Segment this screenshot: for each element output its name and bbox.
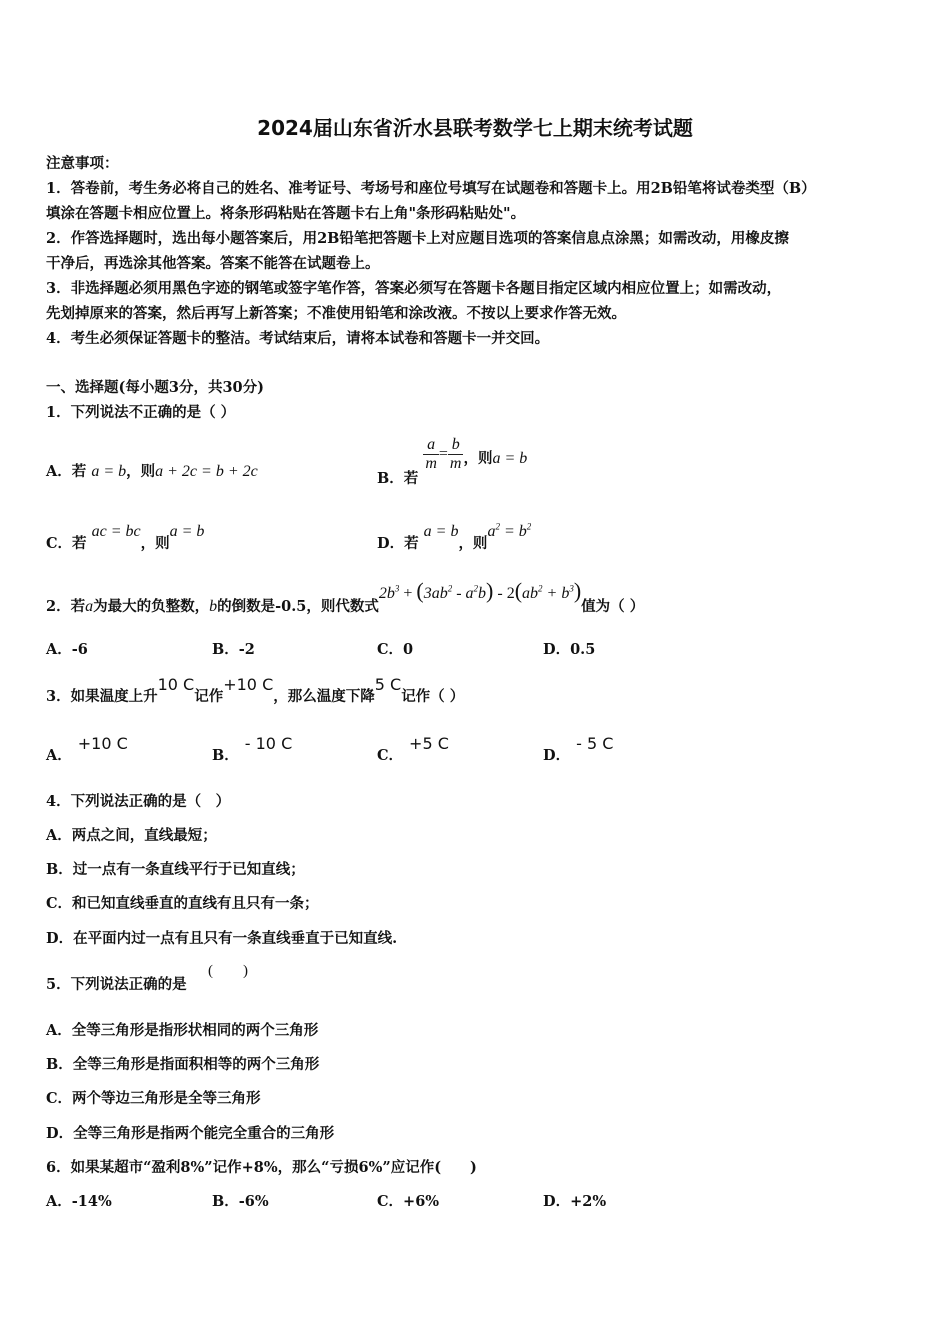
q4-stem: 4．下列说法正确的是（ ） xyxy=(46,793,231,810)
q3-d-value: - 5 C xyxy=(576,734,614,753)
notice-line-3a: 3．非选择题必须用黑色字迹的钢笔或签字笔作答，答案必须写在答题卡各题目指定区域内相应位置上；如需改动， xyxy=(46,280,782,297)
q5-option-b: B．全等三角形是指面积相等的两个三角形 xyxy=(46,1056,320,1073)
q3-c-label: C． xyxy=(377,747,404,764)
q2-stem-b: 为最大的负整数， xyxy=(93,598,210,615)
q4-option-d: D．在平面内过一点有且只有一条直线垂直于已知直线. xyxy=(46,930,398,947)
q1-a-result: a + 2c = b + 2c xyxy=(155,463,258,480)
q3-stem-c: ，那么温度下降 xyxy=(273,688,375,705)
q6-option-b: B．-6% xyxy=(212,1193,269,1210)
q2-lparen-1: ( xyxy=(416,578,424,603)
q2-stem-a: 2．若 xyxy=(46,598,86,615)
q1-c-label: C．若 xyxy=(46,535,87,552)
q1-d-label: D．若 xyxy=(377,535,419,552)
q1-option-a xyxy=(46,460,258,481)
q2-expr-3: 3ab xyxy=(423,585,448,602)
q3-a-label: A． xyxy=(46,747,72,764)
q2-expr-8-sup: 3 xyxy=(569,583,574,594)
q1-a-then: ，则 xyxy=(126,463,156,480)
q1-d-res-a: a xyxy=(487,523,496,540)
q6-option-d: D．+2% xyxy=(543,1193,607,1210)
q3-stem-b: 记作 xyxy=(194,688,224,705)
notice-line-1a: 1．答卷前，考生务必将自己的姓名、准考证号、考场号和座位号填写在试题卷和答题卡上。用2B铅笔将试卷类型（B） xyxy=(46,180,816,197)
q1-option-b xyxy=(377,436,528,487)
q4-option-a: A．两点之间，直线最短； xyxy=(46,827,217,844)
q3-stem-a: 3．如果温度上升 xyxy=(46,688,158,705)
notice-line-2b: 干净后，再选涂其他答案。答案不能答在试题卷上。 xyxy=(46,255,380,272)
q5-option-a: A．全等三角形是指形状相同的两个三角形 xyxy=(46,1022,319,1039)
q1-d-res-eq: = b xyxy=(499,523,527,540)
q3-b-label: B． xyxy=(212,747,239,764)
q1-b-fraction-right xyxy=(448,436,464,473)
q2-option-c: C．0 xyxy=(377,641,414,658)
q1-stem: 1．下列说法不正确的是（ ） xyxy=(46,404,236,421)
q2-expr-4-sup: 2 xyxy=(473,583,479,594)
notice-line-2a: 2．作答选择题时，选出每小题答案后，用2B铅笔把答题卡上对应题目选项的答案信息点涂黑；如需改动，用橡皮擦 xyxy=(46,230,789,247)
q2-expr-8: + b xyxy=(542,585,570,602)
q6-option-a: A．-14% xyxy=(46,1193,112,1210)
q2-option-d: D．0.5 xyxy=(543,641,596,658)
q2-rparen-2: ) xyxy=(573,578,582,603)
q1-b-then: ，则 xyxy=(463,449,493,467)
q1-d-condition: a = b xyxy=(423,523,459,540)
q1-b-den2: m xyxy=(449,455,462,472)
q1-c-then: ，则 xyxy=(140,535,170,552)
q2-option-a: A．-6 xyxy=(46,641,88,658)
q1-a-condition: a = b xyxy=(91,463,127,480)
notice-heading: 注意事项： xyxy=(46,155,119,172)
q3-option-d xyxy=(543,733,614,764)
q3-stem xyxy=(46,674,465,705)
q2-expr-1-sup: 3 xyxy=(394,583,400,594)
q2-stem-d: 值为（ ） xyxy=(581,598,645,615)
q2-expr-6: - 2 xyxy=(493,585,515,602)
q3-option-a xyxy=(46,733,128,764)
q1-d-res-sup2: 2 xyxy=(526,521,532,532)
q4-option-b: B．过一点有一条直线平行于已知直线； xyxy=(46,861,305,878)
q1-c-condition: ac = bc xyxy=(91,523,141,540)
page-title: 2024届山东省沂水县联考数学七上期末统考试题 xyxy=(257,116,693,140)
q6-option-c: C．+6% xyxy=(377,1193,440,1210)
notice-line-3b: 先划掉原来的答案，然后再写上新答案；不准使用铅笔和涂改液。不按以上要求作答无效。 xyxy=(46,305,626,322)
q1-b-fraction-left xyxy=(423,436,439,473)
q2-var-b: b xyxy=(209,598,218,615)
q2-rparen-1: ) xyxy=(486,578,494,603)
q3-c-value: +5 C xyxy=(409,734,449,753)
q3-value-1: 10 C xyxy=(157,675,195,694)
q3-option-c xyxy=(377,733,449,764)
q5-option-d: D．全等三角形是指两个能完全重合的三角形 xyxy=(46,1125,335,1142)
q1-b-den1: m xyxy=(425,455,437,472)
q2-stem-c: 的倒数是-0.5，则代数式 xyxy=(217,598,379,615)
q2-expr-4: - a xyxy=(452,585,474,602)
q3-b-value: - 10 C xyxy=(244,734,293,753)
section-heading: 一、选择题(每小题3分，共30分) xyxy=(46,379,264,396)
q2-expr-5: b xyxy=(478,585,487,602)
q3-value-2: +10 C xyxy=(223,675,274,694)
q6-stem: 6．如果某超市“盈利8%”记作+8%，那么“亏损6%”应记作( ) xyxy=(46,1159,477,1176)
q2-expr-7-sup: 2 xyxy=(538,583,543,594)
q5-option-c: C．两个等边三角形是全等三角形 xyxy=(46,1090,261,1107)
q5-stem: 5．下列说法正确的是 xyxy=(46,976,187,993)
q2-lparen-2: ( xyxy=(514,578,523,603)
q2-var-a: a xyxy=(85,598,94,615)
q1-b-equals: = xyxy=(438,445,448,463)
q3-value-3: 5 C xyxy=(374,675,402,694)
q3-a-value: +10 C xyxy=(77,734,128,753)
q5-paren: ( ) xyxy=(208,963,248,979)
q1-a-label: A．若 xyxy=(46,463,87,480)
q4-option-c: C．和已知直线垂直的直线有且只有一条； xyxy=(46,895,319,912)
notice-line-4: 4．考生必须保证答题卡的整洁。考试结束后，请将本试卷和答题卡一并交回。 xyxy=(46,330,550,347)
q1-d-result xyxy=(487,523,531,540)
q1-b-num2: b xyxy=(448,436,464,455)
q2-expr-1: 2b xyxy=(378,585,395,602)
q1-d-then: ，则 xyxy=(458,535,488,552)
q1-b-result: a = b xyxy=(492,449,528,467)
q2-stem xyxy=(46,578,645,615)
notice-line-1b: 填涂在答题卡相应位置上。将条形码粘贴在答题卡右上角"条形码粘贴处"。 xyxy=(46,205,526,222)
q1-c-result: a = b xyxy=(169,523,205,540)
q1-b-num1: a xyxy=(423,436,439,455)
q1-b-label: B．若 xyxy=(377,469,419,487)
q2-expr-3-sup: 2 xyxy=(447,583,453,594)
q1-option-c xyxy=(46,520,205,552)
q3-d-label: D． xyxy=(543,747,571,764)
q1-option-d xyxy=(377,520,532,552)
q2-option-b: B．-2 xyxy=(212,641,255,658)
q3-option-b xyxy=(212,733,293,764)
q3-stem-d: 记作（ ） xyxy=(401,688,465,705)
q2-expr-7: ab xyxy=(522,585,539,602)
q2-expression xyxy=(378,578,582,603)
q1-d-res-sup1: 2 xyxy=(495,521,500,532)
q2-expr-2: + xyxy=(399,585,417,602)
